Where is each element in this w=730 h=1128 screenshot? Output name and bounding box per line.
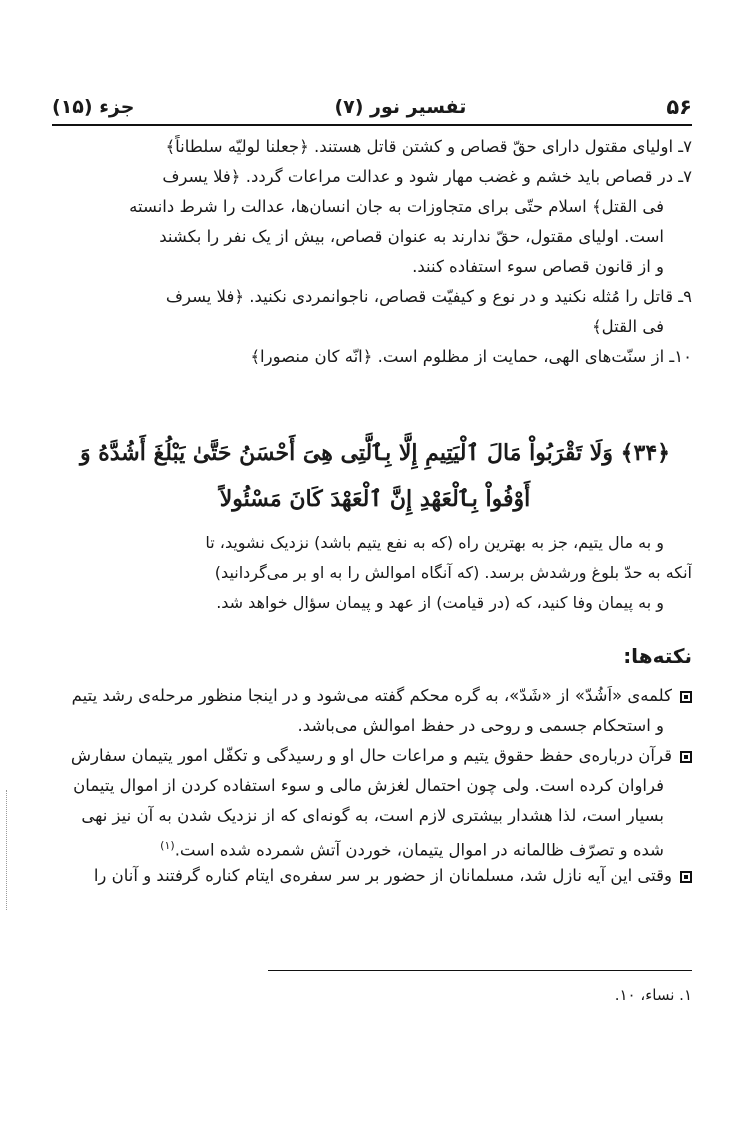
notes-heading: نکته‌ها: [623,644,692,668]
lesson-line: ۷ـ در قصاص باید خشم و غضب مهار شود و عدالت مراعات گردد. ﴿فلا یسرف [162,167,692,186]
footnote: ۱. نساء، ۱۰. [614,986,692,1004]
footnote-divider [268,970,692,971]
lessons-list [58,132,692,372]
book-title: تفسیر نور (۷) [334,96,467,118]
note-line [58,740,692,770]
lesson-line: ۷ـ اولیای مقتول دارای حقّ قصاص و کشتن قاتل هستند. ﴿جعلنا لولیّه سلطاناً﴾ [165,137,692,156]
square-bullet-icon [680,751,692,763]
verse-line: ﴿۳۴﴾ وَلَا تَقْرَبُواْ مَالَ ٱلْيَتِيمِ إِلَّا بِٱلَّتِى هِىَ أَحْسَنُ حَتَّىٰ يَبْلُغَ أَشُدَّهُ وَ [79,440,671,466]
lesson-line: ۱۰ـ از سنّت‌های الهی، حمایت از مظلوم است. ﴿انّه کان منصورا﴾ [250,347,692,366]
translation-line: و به پیمان وفا کنید، که (در قیامت) از عهد و پیمان سؤال خواهد شد. [216,593,664,612]
page-edge-mark [6,790,9,910]
lesson-line: فی القتل﴾ [592,317,664,336]
square-bullet-icon [680,871,692,883]
note-line [58,680,692,710]
part-label: جزء (۱۵) [52,96,135,118]
translation-line: و به مال یتیم، جز به بهترین راه (که به نفع یتیم باشد) نزدیک نشوید، تا [205,533,664,552]
lesson-line: ۹ـ قاتل را مُثله نکنید و در نوع و کیفیّت قصاص، ناجوانمردی نکنید. ﴿فلا یسرف [165,287,692,306]
note-text: شده و تصرّف ظالمانه در اموال یتیمان، خوردن آتش شمرده شده است. [174,840,664,860]
verse-line: أَوْفُواْ بِٱلْعَهْدِ إِنَّ ٱلْعَهْدَ كَانَ مَسْئُولاً [219,486,531,512]
note-line: بسیار است، لذا هشدار بیشتری لازم است، به گونه‌ای که از نزدیک شدن به آن نیز نهی [81,806,664,825]
page-number: ۵۶ [666,95,692,119]
square-bullet-icon [680,691,692,703]
note-text: کلمه‌ی «اَشُدّ» از «شَدّ»، به گره محکم گفته می‌شود و در اینجا منظور مرحله‌ی رشد یتیم [71,686,672,705]
note-line [58,830,692,860]
translation-line: آنکه به حدّ بلوغ ورشدش برسد. (که آنگاه اموالش را به او بر می‌گردانید) [214,563,692,582]
notes-list [58,680,692,890]
page-header [52,92,692,122]
note-text: قرآن درباره‌ی حفظ حقوق یتیم و مراعات حال او و رسیدگی و تکفّل امور یتیمان سفارش [70,746,672,765]
note-line [58,860,692,890]
translation [58,528,692,618]
note-text: وقتی این آیه نازل شد، مسلمانان از حضور بر سر سفره‌ی ایتام کناره گرفتند و آنان را [93,866,672,885]
lesson-line: و از قانون قصاص سوء استفاده کنند. [412,257,664,276]
quran-verse [58,430,692,522]
footnote-ref: (۱) [160,839,175,852]
note-line: و استحکام جسمی و روحی در حفظ اموالش می‌باشد. [297,716,664,735]
lesson-line: است. اولیای مقتول، حقّ ندارند به عنوان قصاص، بیش از یک نفر را بکشند [159,227,664,246]
lesson-line: فی القتل﴾ اسلام حتّی برای متجاوزات به جان انسان‌ها، عدالت را شرط دانسته [129,197,664,216]
header-divider [52,124,692,126]
note-line: فراوان کرده است. ولی چون احتمال لغزش مالی و سوء استفاده کردن از اموال یتیمان [73,776,664,795]
